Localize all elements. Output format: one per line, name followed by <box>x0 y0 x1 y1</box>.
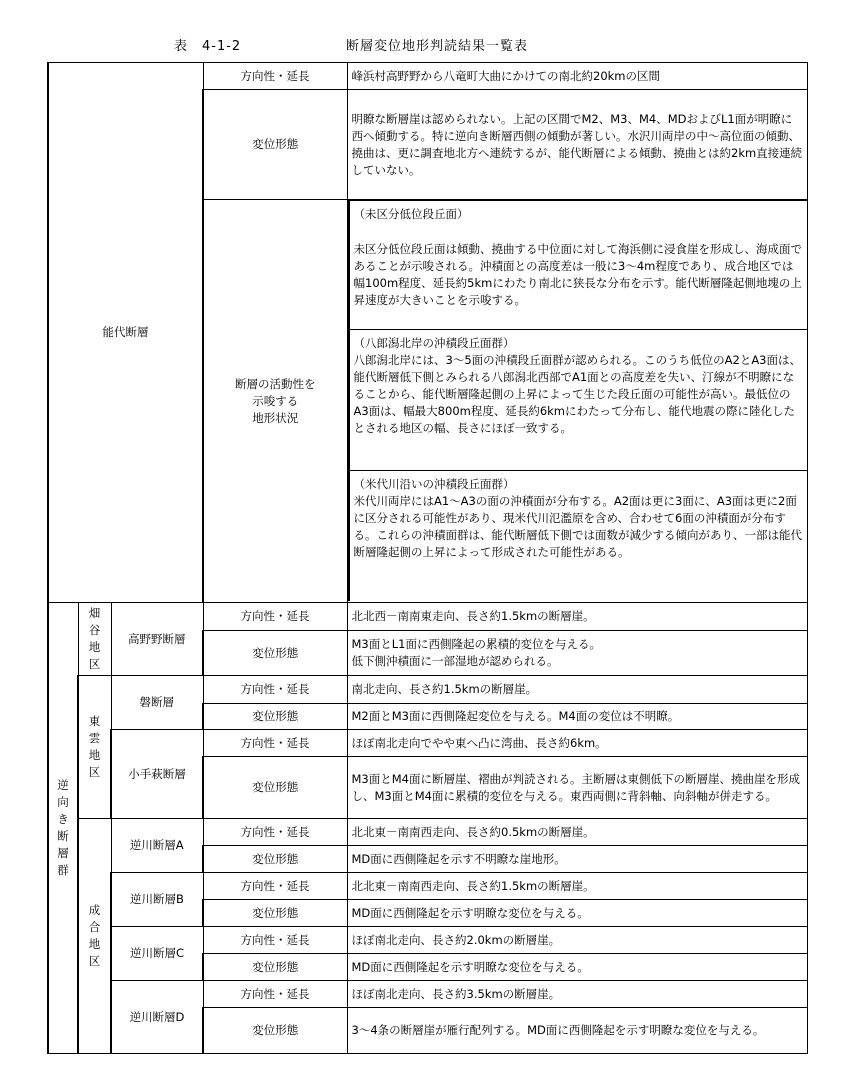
fault-name-cell: 能代断層 <box>48 63 203 603</box>
item-label-cell: 断層の活動性を 示唆する 地形状況 <box>203 200 347 603</box>
description-cell: 北北東－南南西走向、長さ約0.5kmの断層崖。 <box>347 819 807 846</box>
section-text: 米代川両岸にはA1～A3の面の沖積面が分布する。A2面は更に3面に、A3面は更に2面に区分される可能性があり、現米代川氾濫原を含め、合わせて6面の沖積面が分布する。これらの沖積面群は、能代断層低下側では面数が減少する傾向があり、一部は能代断層隆起側の上昇によって形成された可能性がある。 <box>353 494 802 559</box>
table-caption <box>0 35 849 55</box>
table-row <box>48 819 807 846</box>
item-label-cell: 変位形態 <box>203 954 347 981</box>
description-cell: 明瞭な断層崖は認められない。上記の区間でM2、M3、M4、MDおよびL1面が明瞭に西へ傾動する。特に逆向き断層西側の傾動が著しい。水沢川両岸の中～高位面の傾動、撓曲は、更に調査地北方へ連続するが、能代断層による傾動、撓曲とは約2km直接連続していない。 <box>347 90 807 200</box>
description-cell: MD面に西側隆起を示す明瞭な変位を与える。 <box>347 954 807 981</box>
fault-name-cell: 小手萩断層 <box>111 730 203 819</box>
item-label-cell: 方向性・延長 <box>203 819 347 846</box>
description-cell: ほぼ南北走向、長さ約2.0kmの断層崖。 <box>347 927 807 954</box>
item-label-cell: 変位形態 <box>203 704 347 730</box>
activity-section <box>349 330 807 471</box>
item-label-cell: 変位形態 <box>203 1008 347 1054</box>
item-label-cell: 変位形態 <box>203 757 347 819</box>
section-heading: （未区分低位段丘面） <box>353 207 469 221</box>
item-label-cell: 方向性・延長 <box>203 63 347 90</box>
fault-name-cell: 逆川断層C <box>111 927 203 981</box>
section-heading: （八郎潟北岸の沖積段丘面群） <box>353 336 515 350</box>
fault-results-table <box>47 62 808 1054</box>
section-text: 八郎潟北岸には、3～5面の沖積段丘面群が認められる。このうち低位のA2とA3面は、能代断層低下側とみられる八郎潟北西部でA1面との高度差を失い、汀線が不明瞭になることから、能代断層隆起側の上昇によって生じた段丘面の可能性が高い。最低位のA3面は、幅最大800m程度、延長約6kmにわたって分布し、能代地震の際に陸化したとされる地区の幅、長さにほぼ一致する。 <box>353 353 801 435</box>
description-cell: 3～4条の断層崖が雁行配列する。MD面に西側隆起を示す明瞭な変位を与える。 <box>347 1008 807 1054</box>
fault-name-cell: 磐断層 <box>111 676 203 730</box>
description-cell: M3面とM4面に断層崖、褶曲が判読される。主断層は東側低下の断層崖、撓曲崖を形成し、M3面とM4面に累積的変位を与える。東西両側に背斜軸、向斜軸が併走する。 <box>347 757 807 819</box>
description-cell: MD面に西側隆起を示す明瞭な変位を与える。 <box>347 900 807 927</box>
item-label-cell: 方向性・延長 <box>203 676 347 704</box>
item-label-cell: 変位形態 <box>203 846 347 873</box>
activity-section <box>349 471 807 601</box>
item-label-cell: 方向性・延長 <box>203 981 347 1008</box>
table-title: 断層変位地形判読結果一覧表 <box>346 39 529 54</box>
section-text: 未区分低位段丘面は傾動、撓曲する中位面に対して海浜側に浸食崖を形成し、海成面であることが示唆される。沖積面との高度差は一般に3～4m程度であり、成合地区では幅100m程度、延長約5kmにわたり南北に狭長な分布を示す。能代断層隆起側地塊の上昇速度が大きいことを示唆する。 <box>353 242 802 307</box>
description-cell: ほぼ南北走向でやや東へ凸に湾曲、長さ約6km。 <box>347 730 807 757</box>
table-row <box>48 927 807 954</box>
item-label-cell: 方向性・延長 <box>203 927 347 954</box>
description-cell: 北北西－南南東走向、長さ約1.5kmの断層崖。 <box>347 603 807 631</box>
area-label-cell: 畑谷地区 <box>78 603 111 676</box>
item-label-cell: 変位形態 <box>203 631 347 676</box>
area-label-cell: 成合地区 <box>78 819 111 1054</box>
table-row <box>48 981 807 1008</box>
description-cell: M2面とM3面に西側隆起変位を与える。M4面の変位は不明瞭。 <box>347 704 807 730</box>
activity-description-cell <box>347 200 807 603</box>
fault-name-cell: 高野野断層 <box>111 603 203 676</box>
description-cell: 峰浜村高野野から八竜町大曲にかけての南北約20kmの区間 <box>347 63 807 90</box>
fault-name-cell: 逆川断層B <box>111 873 203 927</box>
description-cell: M3面とL1面に西側隆起の累積的変位を与える。 低下側沖積面に一部湿地が認められる。 <box>347 631 807 676</box>
item-label-cell: 方向性・延長 <box>203 730 347 757</box>
fault-name-cell: 逆川断層D <box>111 981 203 1054</box>
table-number: 表 4-1-2 <box>174 39 242 54</box>
activity-sections <box>348 200 807 601</box>
table-row <box>48 63 807 90</box>
description-cell: ほぼ南北走向、長さ約3.5kmの断層崖。 <box>347 981 807 1008</box>
section-heading: （米代川沿いの沖積段丘面群） <box>353 477 515 491</box>
description-cell: MD面に西側隆起を示す不明瞭な崖地形。 <box>347 846 807 873</box>
item-label-cell: 方向性・延長 <box>203 873 347 900</box>
table-row <box>48 873 807 900</box>
item-label-cell: 変位形態 <box>203 900 347 927</box>
activity-section <box>349 201 807 330</box>
item-label-cell: 方向性・延長 <box>203 603 347 631</box>
group-label-cell: 逆向き断層群 <box>48 603 78 1054</box>
table-row <box>48 676 807 704</box>
table-row <box>48 603 807 631</box>
table-row <box>48 730 807 757</box>
description-cell: 北北東－南南西走向、長さ約1.5kmの断層崖。 <box>347 873 807 900</box>
description-cell: 南北走向、長さ約1.5kmの断層崖。 <box>347 676 807 704</box>
item-label-cell: 変位形態 <box>203 90 347 200</box>
fault-name-cell: 逆川断層A <box>111 819 203 873</box>
area-label-cell: 東雲地区 <box>78 676 111 819</box>
